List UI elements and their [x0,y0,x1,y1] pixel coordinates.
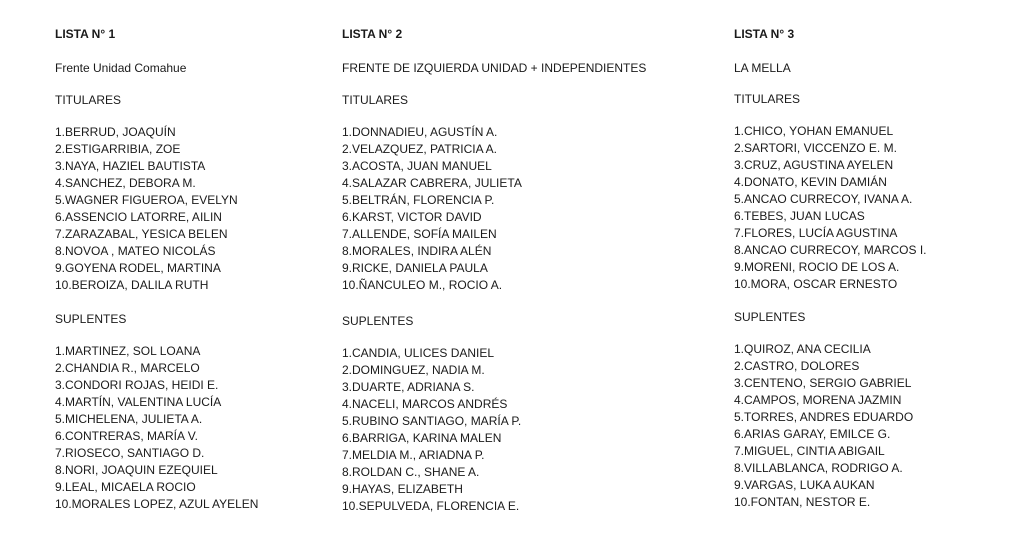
lista-1-column [55,26,258,513]
list-item: 4.CAMPOS, MORENA JAZMIN [734,393,902,407]
list-item: 9.VARGAS, LUKA AUKAN [734,478,875,492]
list-item: 6.KARST, VICTOR DAVID [342,210,482,224]
list-item: 2.SARTORI, VICCENZO E. M. [734,141,897,155]
list-item: 2.CHANDIA R., MARCELO [55,361,200,375]
list-item: 3.CRUZ, AGUSTINA AYELEN [734,158,894,172]
lista-3-titulares-list [734,123,926,293]
list-item: 1.MARTINEZ, SOL LOANA [55,344,201,358]
list-item: 4.SANCHEZ, DEBORA M. [55,176,196,190]
list-item: 7.RIOSECO, SANTIAGO D. [55,446,205,460]
lista-3-column [734,26,926,511]
lista-3-suplentes-list [734,341,926,511]
list-item: 1.BERRUD, JOAQUÍN [55,125,176,139]
lista-2-suplentes-title: SUPLENTES [342,314,414,328]
list-item: 10.ÑANCULEO M., ROCIO A. [342,278,503,292]
lista-2-party-name: FRENTE DE IZQUIERDA UNIDAD + INDEPENDIENTES [342,61,647,75]
list-item: 3.ACOSTA, JUAN MANUEL [342,159,492,173]
lista-3-titulares-title: TITULARES [734,92,801,106]
lista-2-titulares-title: TITULARES [342,93,409,107]
list-item: 8.ROLDAN C., SHANE A. [342,465,480,479]
list-item: 9.GOYENA RODEL, MARTINA [55,261,221,275]
lista-3-suplentes-title: SUPLENTES [734,310,806,324]
list-item: 6.ARIAS GARAY, EMILCE G. [734,427,891,441]
list-item: 4.MARTÍN, VALENTINA LUCÍA [55,395,222,409]
list-item: 10.MORA, OSCAR ERNESTO [734,277,898,291]
list-item: 1.CHICO, YOHAN EMANUEL [734,124,894,138]
list-item: 10.BEROIZA, DALILA RUTH [55,278,209,292]
list-item: 5.RUBINO SANTIAGO, MARÍA P. [342,414,522,428]
list-item: 7.ALLENDE, SOFÍA MAILEN [342,227,497,241]
list-item: 8.MORALES, INDIRA ALÉN [342,244,492,258]
list-item: 6.TEBES, JUAN LUCAS [734,209,865,223]
list-item: 1.CANDIA, ULICES DANIEL [342,346,495,360]
list-item: 7.MIGUEL, CINTIA ABIGAIL [734,444,885,458]
list-item: 8.VILLABLANCA, RODRIGO A. [734,461,903,475]
list-item: 2.CASTRO, DOLORES [734,359,860,373]
list-item: 5.ANCAO CURRECOY, IVANA A. [734,192,913,206]
list-item: 1.QUIROZ, ANA CECILIA [734,342,871,356]
lista-2-column [342,26,646,515]
list-item: 3.CENTENO, SERGIO GABRIEL [734,376,912,390]
list-item: 3.DUARTE, ADRIANA S. [342,380,475,394]
list-item: 7.MELDIA M., ARIADNA P. [342,448,485,462]
lista-3-party-name: LA MELLA [734,61,791,75]
lista-1-titulares-title: TITULARES [55,93,122,107]
list-item: 5.MICHELENA, JULIETA A. [55,412,203,426]
list-item: 2.DOMINGUEZ, NADIA M. [342,363,485,377]
lista-1-suplentes-title: SUPLENTES [55,312,127,326]
list-item: 4.SALAZAR CABRERA, JULIETA [342,176,522,190]
list-item: 10.MORALES LOPEZ, AZUL AYELEN [55,497,259,511]
list-item: 7.FLORES, LUCÍA AGUSTINA [734,226,898,240]
list-item: 8.ANCAO CURRECOY, MARCOS I. [734,243,927,257]
list-item: 7.ZARAZABAL, YESICA BELEN [55,227,228,241]
list-item: 8.NOVOA , MATEO NICOLÁS [55,244,216,258]
lista-2-suplentes-list [342,345,646,515]
lista-2-titulares-list [342,124,646,294]
lista-1-party-name: Frente Unidad Comahue [55,61,187,75]
list-item: 8.NORI, JOAQUIN EZEQUIEL [55,463,218,477]
lista-2-heading: LISTA N° 2 [342,27,403,41]
list-item: 3.NAYA, HAZIEL BAUTISTA [55,159,206,173]
list-item: 6.BARRIGA, KARINA MALEN [342,431,502,445]
lista-1-heading: LISTA N° 1 [55,27,116,41]
list-item: 9.LEAL, MICAELA ROCIO [55,480,196,494]
list-item: 3.CONDORI ROJAS, HEIDI E. [55,378,219,392]
list-item: 10.FONTAN, NESTOR E. [734,495,871,509]
list-item: 2.VELAZQUEZ, PATRICIA A. [342,142,497,156]
list-item: 4.DONATO, KEVIN DAMIÁN [734,175,887,189]
list-item: 6.CONTRERAS, MARÍA V. [55,429,198,443]
lista-1-titulares-list [55,124,258,294]
lista-3-heading: LISTA N° 3 [734,27,795,41]
list-item: 6.ASSENCIO LATORRE, AILIN [55,210,222,224]
list-item: 10.SEPULVEDA, FLORENCIA E. [342,499,520,513]
list-item: 4.NACELI, MARCOS ANDRÉS [342,397,508,411]
list-item: 5.TORRES, ANDRES EDUARDO [734,410,914,424]
list-item: 9.HAYAS, ELIZABETH [342,482,463,496]
list-item: 2.ESTIGARRIBIA, ZOE [55,142,181,156]
list-item: 5.WAGNER FIGUEROA, EVELYN [55,193,238,207]
list-item: 9.RICKE, DANIELA PAULA [342,261,488,275]
list-item: 1.DONNADIEU, AGUSTÍN A. [342,125,498,139]
list-item: 5.BELTRÁN, FLORENCIA P. [342,193,495,207]
lista-1-suplentes-list [55,343,258,513]
list-item: 9.MORENI, ROCIO DE LOS A. [734,260,900,274]
